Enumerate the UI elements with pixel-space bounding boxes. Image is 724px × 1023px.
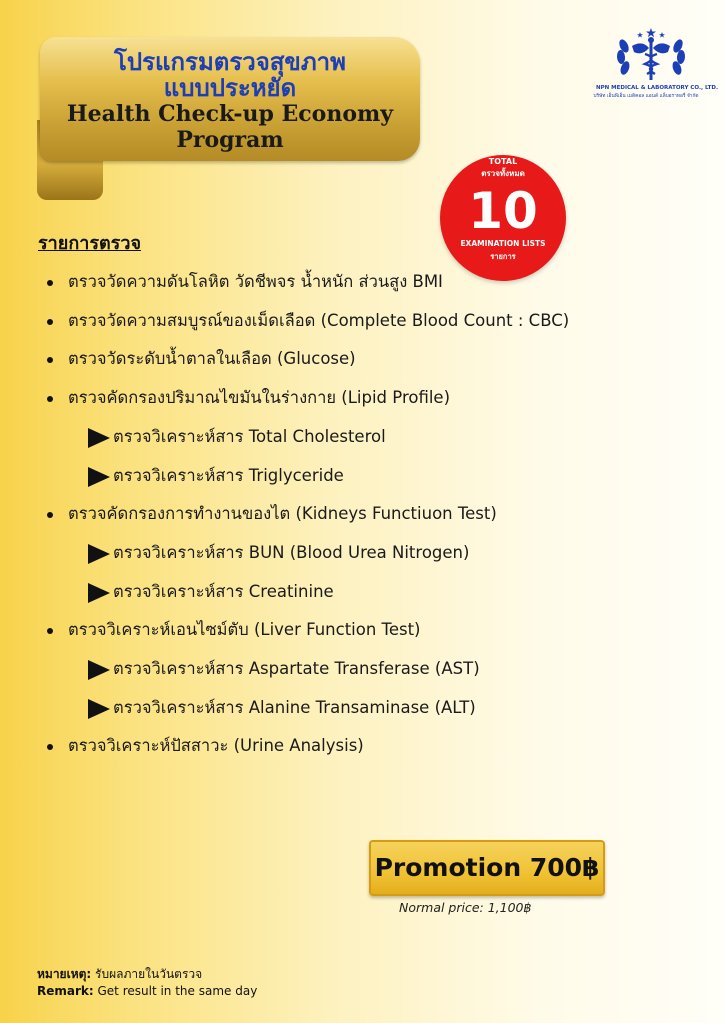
exam-item-label: ตรวจวัดความดันโลหิต วัดชีพจร น้ำหนัก ส่วนสูง BMI [68, 272, 443, 291]
bullet-icon [47, 396, 53, 402]
page-title-th-line1: โปรแกรมตรวจสุขภาพ [114, 48, 346, 76]
exam-item-label: ตรวจวัดความสมบูรณ์ของเม็ดเลือด (Complete Blood Count : CBC) [68, 310, 570, 330]
exam-item-label: ตรวจคัดกรองการทำงานของไต (Kidneys Functiuon Test) [68, 504, 497, 524]
note-th-label: หมายเหตุ: [37, 967, 92, 981]
arrow-right-icon [88, 544, 110, 564]
exam-item-label: ตรวจวิเคราะห์เอนไซม์ตับ (Liver Function Test) [68, 620, 421, 640]
exam-item-label: ตรวจวิเคราะห์สาร Alanine Transaminase (ALT) [113, 697, 476, 717]
bullet-icon [47, 512, 53, 518]
promotion-box [369, 840, 605, 896]
arrow-right-icon [88, 660, 110, 680]
bullet-icon [47, 319, 53, 325]
arrow-right-icon [88, 428, 110, 448]
arrow-right-icon [88, 467, 110, 487]
badge-count: 10 [468, 182, 538, 240]
bullet-icon [47, 280, 53, 286]
exam-item-label: ตรวจวิเคราะห์ปัสสาวะ (Urine Analysis) [68, 736, 364, 756]
arrow-right-icon [88, 583, 110, 603]
badge-total-th: ตรวจทั้งหมด [481, 169, 525, 178]
exam-item-label: ตรวจวิเคราะห์สาร Creatinine [113, 581, 334, 601]
normal-price: Normal price: 1,100฿ [399, 900, 532, 915]
exam-item-label: ตรวจวิเคราะห์สาร Total Cholesterol [113, 426, 386, 446]
page-title-en: Health Check-up Economy Program [66, 101, 394, 153]
exam-item-label: ตรวจคัดกรองปริมาณไขมันในร่างกาย (Lipid Profile) [68, 388, 451, 408]
badge-total-en: TOTAL [488, 157, 518, 166]
bullet-icon [47, 628, 53, 634]
exam-item-label: ตรวจวัดระดับน้ำตาลในเลือด (Glucose) [68, 349, 356, 369]
note-th-text: รับผลภายในวันตรวจ [91, 967, 203, 981]
note-th [37, 965, 202, 984]
exam-item-label: ตรวจวิเคราะห์สาร Aspartate Transferase (AST) [113, 659, 480, 678]
page-title-th-line2: แบบประหยัด [163, 74, 297, 102]
note-en [37, 984, 257, 998]
exam-item-label: ตรวจวิเคราะห์สาร BUN (Blood Urea Nitrogen) [113, 542, 470, 562]
badge-lists-th: รายการ [490, 252, 516, 261]
caduceus-wreath-logo-icon [612, 26, 690, 84]
badge-lists-en: EXAMINATION LISTS [460, 239, 546, 248]
note-en-text: Get result in the same day [93, 984, 258, 998]
promotion-price: Promotion 700฿ [374, 853, 600, 882]
company-name-th: บริษัท เอ็นพีเอ็น เมดิคอล แอนด์ แล็บอราทอรี่ จำกัด [593, 94, 699, 99]
section-heading: รายการตรวจ [38, 233, 142, 254]
bullet-icon [47, 744, 53, 750]
bullet-icon [47, 357, 53, 363]
exam-count-badge [440, 155, 566, 281]
company-name: NPN MEDICAL & LABORATORY CO., LTD. [596, 85, 719, 91]
arrow-right-icon [88, 699, 110, 719]
note-en-label: Remark: [37, 984, 94, 998]
exam-item-label: ตรวจวิเคราะห์สาร Triglyceride [113, 465, 344, 485]
